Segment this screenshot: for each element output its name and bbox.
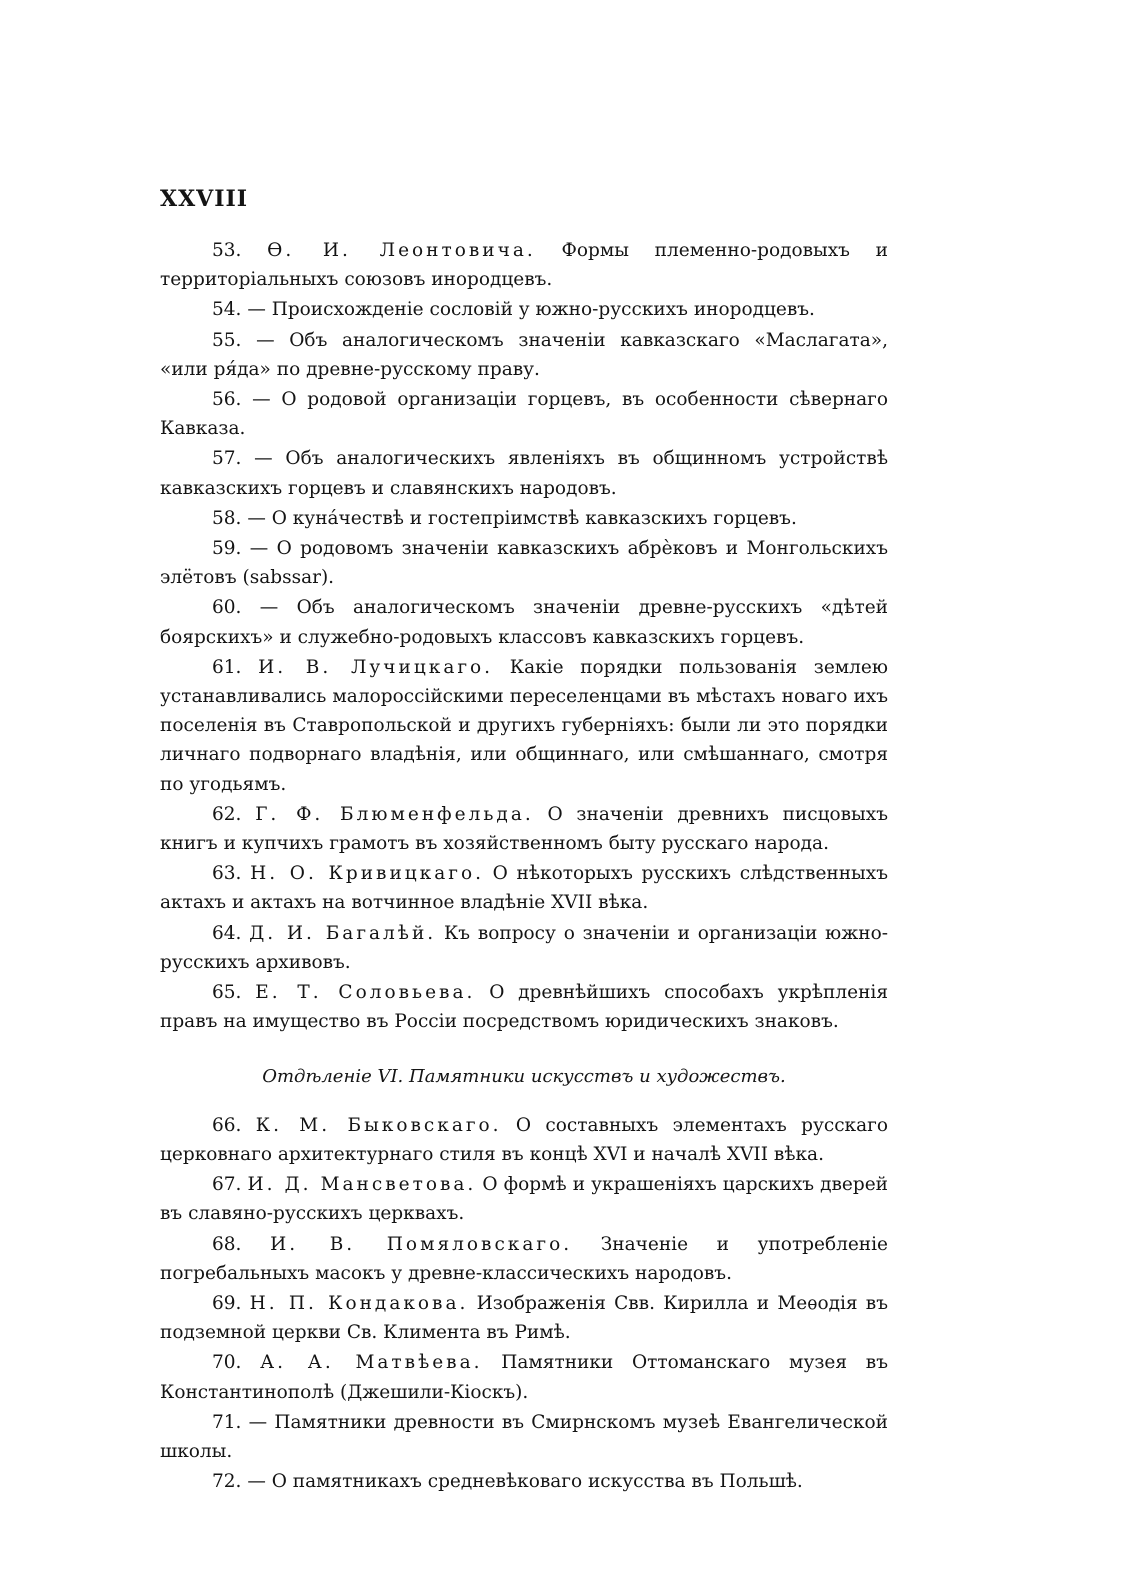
entry	[160, 653, 888, 799]
entry-author: А. А. Матвѣева.	[260, 1352, 483, 1374]
entry-number: 60.	[212, 597, 242, 619]
entry-text: О нѣкоторыхъ русскихъ слѣдственныхъ актахъ и актахъ на вотчинное владѣніе XVII вѣка.	[160, 863, 888, 914]
entry	[160, 859, 888, 917]
entry	[160, 444, 888, 502]
entry-text: Формы племенно-родовыхъ и территоріальныхъ союзовъ инородцевъ.	[160, 240, 889, 291]
entry	[160, 534, 888, 592]
entries-after	[160, 1111, 888, 1497]
entry-text: — О кунáчествѣ и гостепріимствѣ кавказскихъ горцевъ.	[247, 507, 797, 529]
entry	[160, 919, 888, 977]
entry-text: — Объ аналогическомъ значеніи кавказскаго «Маслагата», «или ря́да» по древне-русскому праву.	[160, 329, 888, 380]
entry-author: И. В. Лучицкаго.	[258, 656, 494, 678]
entry-number: 53.	[212, 240, 242, 261]
entry-text: — О родовомъ значеніи кавказскихъ абрѐковъ и Монгольскихъ элётовъ (sabssar).	[160, 538, 888, 589]
entry-text: О составныхъ элементахъ русскаго церковнаго архитектурнаго стиля въ концѣ XVI и началѣ XVII вѣка.	[160, 1114, 888, 1165]
entry-text: Какіе порядки пользованія землею устанавливались малороссійскими переселенцами въ мѣстахъ новаго ихъ поселенія въ Ставропольской и другихъ губерніяхъ: были ли это порядки личнаго подворнаго владѣнія, или общиннаго, или смѣшаннаго, смотря по угодьямъ.	[160, 656, 888, 795]
entry-number: 54.	[212, 299, 242, 321]
entry	[160, 593, 888, 651]
entry-number: 61.	[212, 656, 242, 678]
entry-author: Е. Т. Соловьева.	[255, 982, 476, 1004]
entry-text: О древнѣйшихъ способахъ укрѣпленія правъ на имущество въ Россіи посредствомъ юридическихъ знаковъ.	[160, 982, 889, 1033]
entry-number: 72.	[212, 1471, 242, 1493]
entry-number: 55.	[212, 329, 242, 351]
entry-author: Г. Ф. Блюменфельда.	[255, 803, 534, 825]
entry	[160, 504, 888, 533]
entry-number: 66.	[212, 1114, 242, 1136]
entry-author: Ѳ. И. Леонтовича.	[267, 240, 536, 261]
entry	[160, 1111, 888, 1169]
entry-author: И. Д. Мансветова.	[247, 1174, 477, 1196]
entry-text: Къ вопросу о значеніи и организаціи южно-русскихъ архивовъ.	[160, 922, 888, 973]
entry-text: — Памятники древности въ Смирнскомъ музеѣ Евангелической школы.	[160, 1411, 888, 1462]
entry-number: 57.	[212, 448, 242, 470]
entry	[160, 800, 888, 858]
entry-text: — О памятникахъ средневѣковаго искусства въ Польшѣ.	[247, 1471, 803, 1493]
entry-text: — О родовой организаціи горцевъ, въ особенности сѣвернаго Кавказа.	[160, 389, 888, 440]
entry-number: 64.	[212, 922, 242, 944]
entry-author: Н. О. Кривицкаго.	[250, 863, 484, 885]
entries-before	[160, 236, 888, 1036]
entry-text: — Объ аналогическихъ явленіяхъ въ общинномъ устройствѣ кавказскихъ горцевъ и славянскихъ народовъ.	[160, 448, 888, 499]
entry	[160, 1408, 888, 1466]
entry	[160, 978, 888, 1036]
entry-text: — Объ аналогическомъ значеніи древне-русскихъ «дѣтей боярскихъ» и служебно-родовыхъ классовъ кавказскихъ горцевъ.	[160, 597, 888, 648]
entry-number: 59.	[212, 538, 242, 560]
entry	[160, 1170, 888, 1228]
entry-number: 67.	[212, 1174, 242, 1196]
entry-author: И. В. Помяловскаго.	[270, 1233, 573, 1255]
entry-author: Н. П. Кондакова.	[249, 1292, 469, 1314]
entry-text: Изображенія Свв. Кирилла и Меѳодія въ подземной церкви Св. Климента въ Римѣ.	[160, 1292, 888, 1344]
entry-text: О значеніи древнихъ писцовыхъ книгъ и купчихъ грамотъ въ хозяйственномъ быту русскаго народа.	[160, 803, 888, 855]
entry	[160, 295, 888, 324]
entry	[160, 1467, 888, 1496]
section-heading: Отдѣленіе VI. Памятники искусствъ и художествъ.	[262, 1066, 786, 1088]
entry-number: 71.	[212, 1411, 242, 1433]
entry-number: 62.	[212, 803, 242, 825]
entry	[160, 385, 888, 443]
entry-number: 63.	[212, 863, 242, 885]
entry-number: 65.	[212, 982, 242, 1004]
entry	[160, 326, 888, 384]
entry	[160, 1348, 888, 1406]
entry-number: 58.	[212, 507, 242, 529]
entries-list	[160, 236, 888, 1497]
entry	[160, 1230, 888, 1288]
entry-text: — Происхожденіе сословій у южно-русскихъ инородцевъ.	[247, 299, 815, 321]
entry-number: 69.	[212, 1292, 242, 1314]
entry-text: О формѣ и украшеніяхъ царскихъ дверей въ славяно-русскихъ церквахъ.	[160, 1174, 888, 1225]
entry-author: Д. И. Багалѣй.	[249, 922, 437, 944]
entry-text: Значеніе и употребленіе погребальныхъ масокъ у древне-классическихъ народовъ.	[160, 1233, 889, 1284]
entry-author: К. М. Быковскаго.	[255, 1114, 502, 1136]
entry-number: 68.	[212, 1233, 242, 1255]
entry	[160, 236, 888, 294]
entry-number: 70.	[212, 1352, 242, 1374]
entry-text: Памятники Оттоманскаго музея въ Константинополѣ (Джешили-Кіоскъ).	[160, 1352, 888, 1403]
entry	[160, 1289, 888, 1347]
page-number: XXVIII	[160, 186, 249, 212]
entry-number: 56.	[212, 389, 242, 411]
